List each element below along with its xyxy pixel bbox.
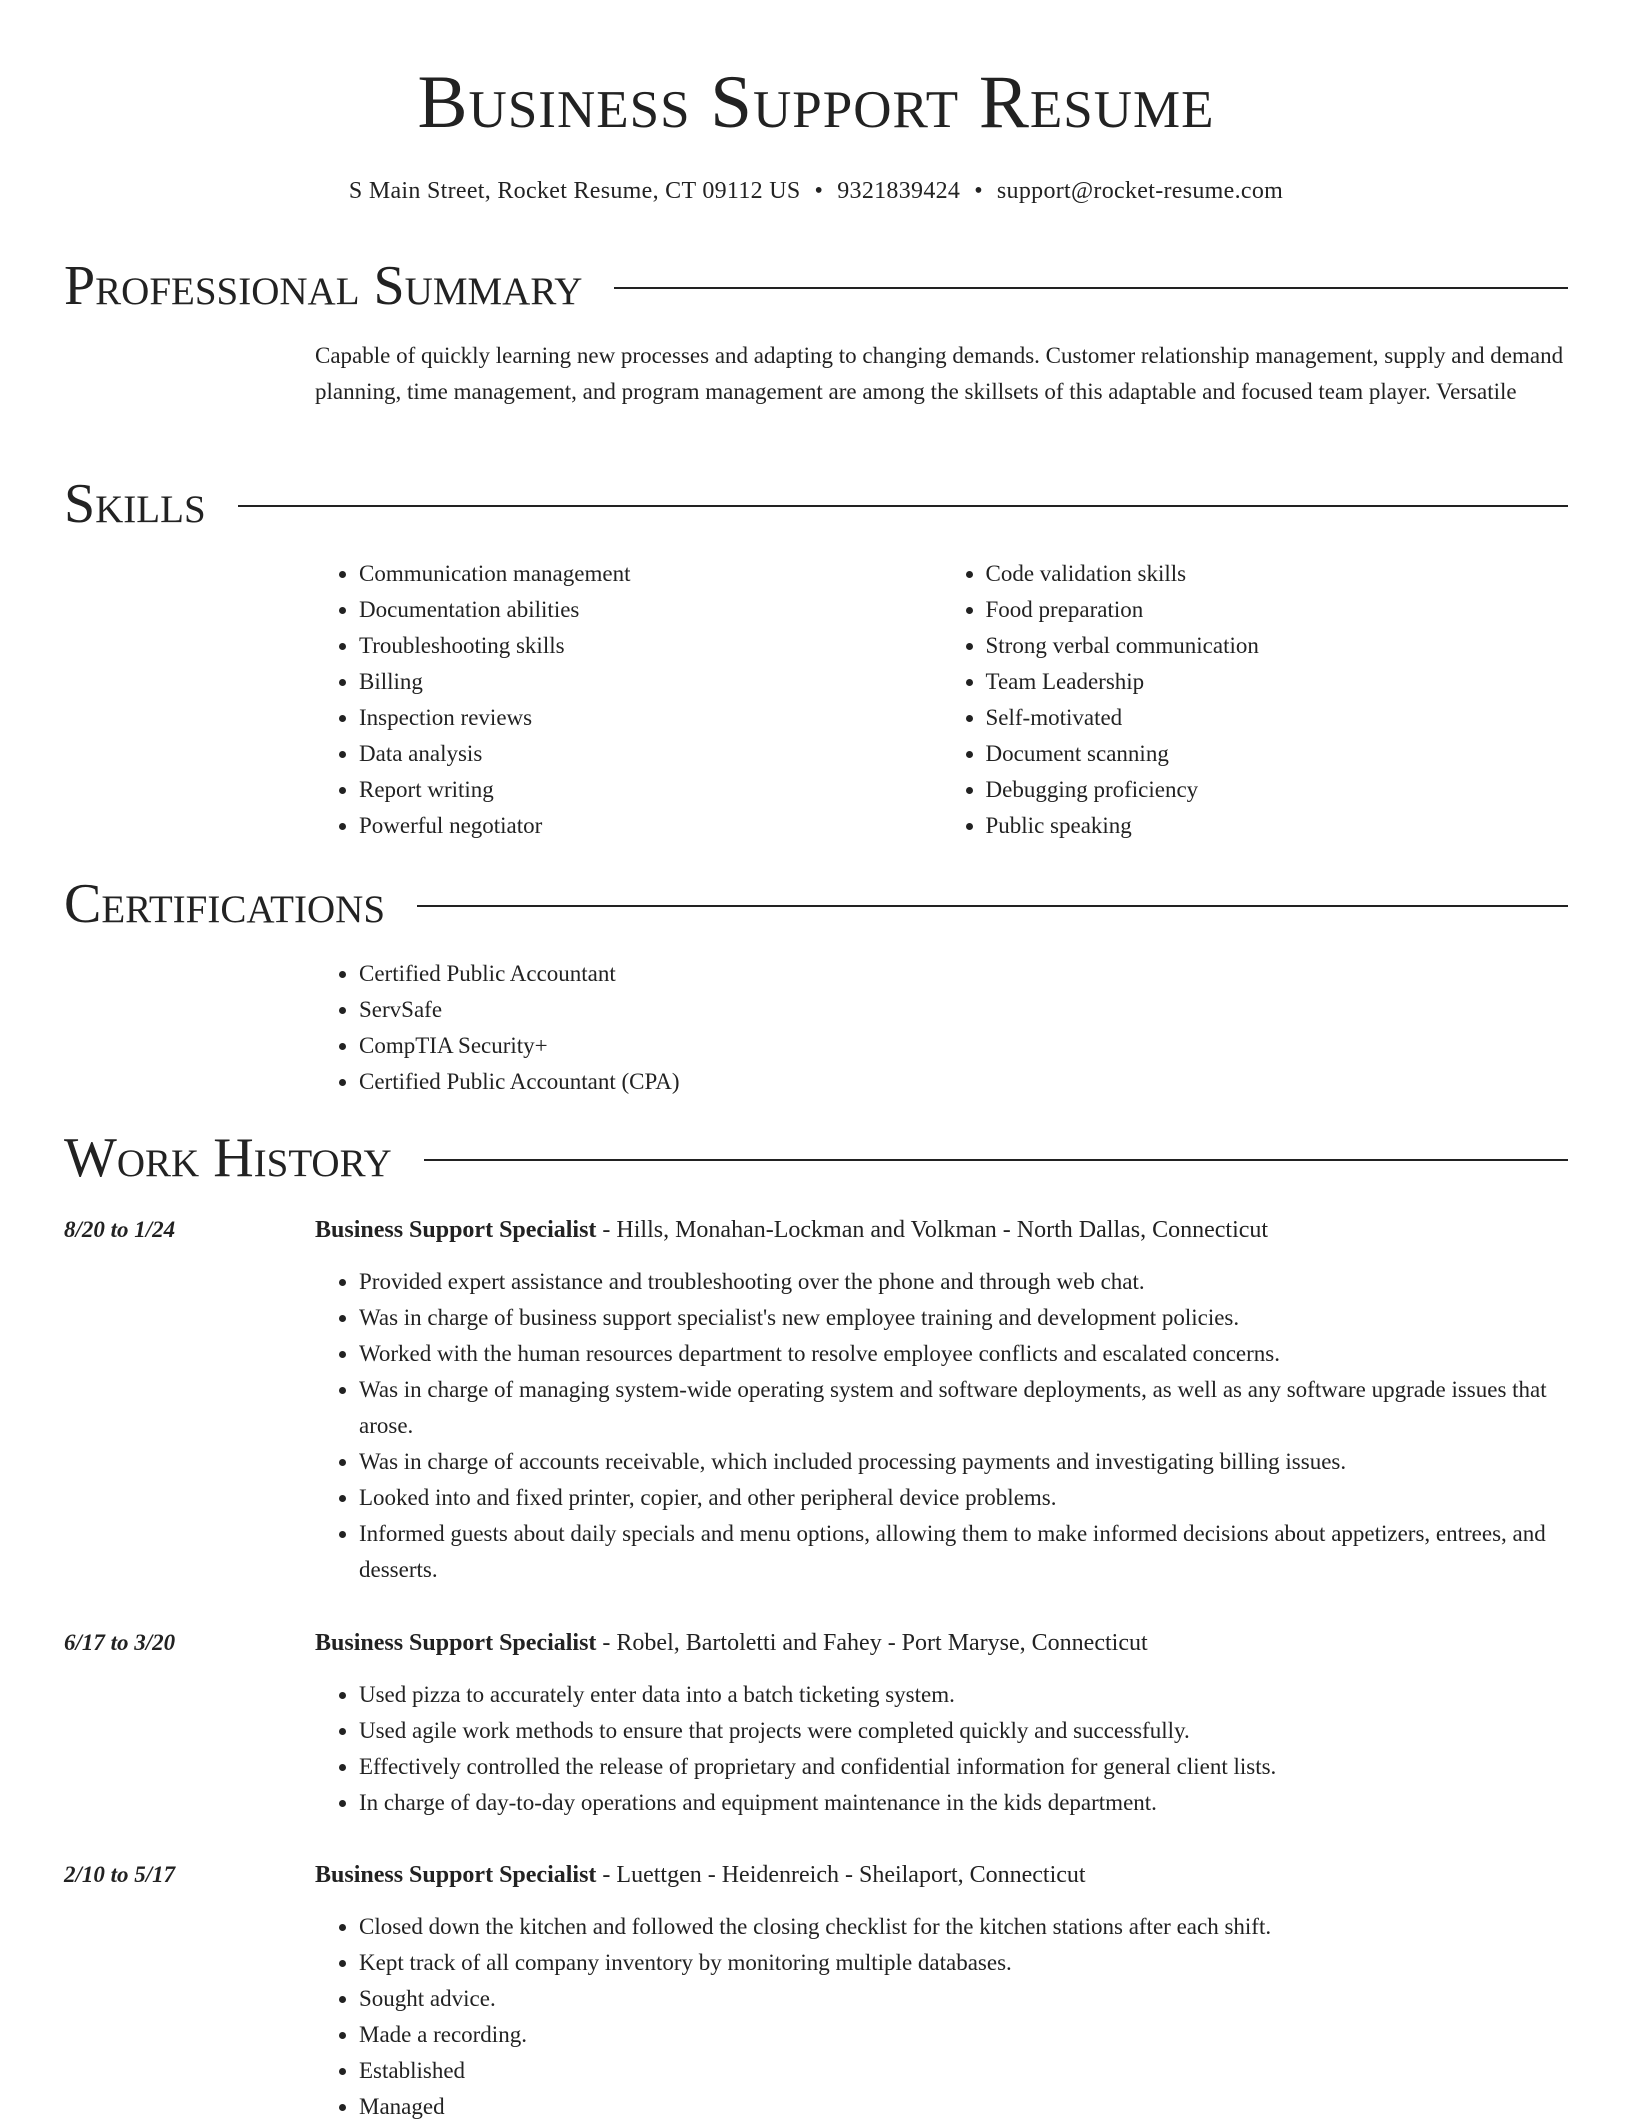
job-dates: 2/10 to 5/17 <box>64 1862 176 1887</box>
job-bullet: • Sought advice. <box>359 1981 1568 2017</box>
job-heading <box>315 1857 1568 1893</box>
job-bullet: • Established <box>359 2053 1568 2089</box>
job-bullet: • Kept track of all company inventory by monitoring multiple databases. <box>359 1945 1568 1981</box>
section-divider <box>417 905 1568 907</box>
job-bullets <box>315 1909 1568 2125</box>
section-divider <box>614 287 1568 289</box>
skill-item: • Strong verbal communication <box>986 628 1569 664</box>
job-bullet: • Closed down the kitchen and followed the closing checklist for the kitchen stations after each shift. <box>359 1909 1568 1945</box>
skill-item: • Code validation skills <box>986 556 1569 592</box>
certifications-heading: Certifications <box>64 873 386 935</box>
job-bullet: • Worked with the human resources department to resolve employee conflicts and escalated concerns. <box>359 1336 1568 1372</box>
job-heading <box>315 1212 1568 1248</box>
job-employer: - Hills, Monahan-Lockman and Volkman - North Dallas, Connecticut <box>596 1217 1269 1243</box>
certification-item: • ServSafe <box>359 992 1568 1028</box>
skill-item: • Inspection reviews <box>359 700 942 736</box>
contact-email: support@rocket-resume.com <box>996 178 1284 204</box>
skills-section-header <box>64 472 1568 536</box>
skill-item: • Food preparation <box>986 592 1569 628</box>
skill-item: • Public speaking <box>986 808 1569 844</box>
job-bullet: • Effectively controlled the release of proprietary and confidential information for general client lists. <box>359 1749 1568 1785</box>
job-bullets <box>315 1677 1568 1821</box>
skills-column-right <box>942 556 1569 844</box>
section-divider <box>238 505 1568 507</box>
skill-item: • Powerful negotiator <box>359 808 942 844</box>
contact-address: S Main Street, Rocket Resume, CT 09112 US <box>348 178 801 204</box>
job-bullet: • Provided expert assistance and troubleshooting over the phone and through web chat. <box>359 1264 1568 1300</box>
skill-item: • Debugging proficiency <box>986 772 1569 808</box>
certification-item: • Certified Public Accountant <box>359 956 1568 992</box>
job-bullet: • Was in charge of managing system-wide operating system and software deployments, as well as any software upgrade issues that arose. <box>359 1372 1568 1444</box>
skills-heading: Skills <box>64 473 206 535</box>
job-bullet: • Made a recording. <box>359 2017 1568 2053</box>
certifications-list <box>315 956 1568 1100</box>
job-bullet: • Was in charge of business support specialist's new employee training and development policies. <box>359 1300 1568 1336</box>
skill-item: • Team Leadership <box>986 664 1569 700</box>
job-bullet: • Looked into and fixed printer, copier, and other peripheral device problems. <box>359 1480 1568 1516</box>
summary-section-header <box>64 254 1568 318</box>
job-bullets <box>315 1264 1568 1588</box>
certification-item: • CompTIA Security+ <box>359 1028 1568 1064</box>
contact-line <box>64 174 1568 208</box>
job-heading <box>315 1625 1568 1661</box>
skill-item: • Data analysis <box>359 736 942 772</box>
job-bullet: • Used agile work methods to ensure that projects were completed quickly and successfully. <box>359 1713 1568 1749</box>
certification-item: • Certified Public Accountant (CPA) <box>359 1064 1568 1100</box>
job-bullet: • Was in charge of accounts receivable, which included processing payments and investigating billing issues. <box>359 1444 1568 1480</box>
skill-item: • Communication management <box>359 556 942 592</box>
job-bullet: • In charge of day-to-day operations and equipment maintenance in the kids department. <box>359 1785 1568 1821</box>
job-employer: - Robel, Bartoletti and Fahey - Port Maryse, Connecticut <box>596 1630 1148 1656</box>
job-title: Business Support Specialist <box>315 1862 597 1888</box>
job-dates: 8/20 to 1/24 <box>64 1217 176 1242</box>
work-history-heading: Work History <box>64 1127 392 1189</box>
job-bullet: • Used pizza to accurately enter data into a batch ticketing system. <box>359 1677 1568 1713</box>
resume-title: Business Support Resume <box>417 61 1215 144</box>
summary-text: Capable of quickly learning new processes and adapting to changing demands. Customer relationship management, supply and demand planning, time management, and program management are among the skillsets of this adaptable and focused team player. Versatile <box>315 343 1564 404</box>
skills-list <box>315 556 1568 844</box>
skill-item: • Troubleshooting skills <box>359 628 942 664</box>
summary-body <box>315 338 1568 410</box>
job-title: Business Support Specialist <box>315 1217 597 1243</box>
certifications-section-header <box>64 872 1568 936</box>
skill-item: • Report writing <box>359 772 942 808</box>
contact-separator: • <box>974 178 983 204</box>
skill-item: • Self-motivated <box>986 700 1569 736</box>
skills-column-left <box>315 556 942 844</box>
summary-heading: Professional Summary <box>64 255 583 317</box>
job-bullet: • Informed guests about daily specials and menu options, allowing them to make informed decisions about appetizers, entrees, and desserts. <box>359 1516 1568 1588</box>
contact-separator: • <box>814 178 824 204</box>
job-title: Business Support Specialist <box>315 1630 597 1656</box>
section-divider <box>424 1159 1568 1161</box>
skill-item: • Document scanning <box>986 736 1569 772</box>
job-employer: - Luettgen - Heidenreich - Sheilaport, Connecticut <box>596 1862 1086 1888</box>
work-history-section-header <box>64 1126 1568 1190</box>
job-dates: 6/17 to 3/20 <box>64 1630 176 1655</box>
skill-item: • Documentation abilities <box>359 592 942 628</box>
skill-item: • Billing <box>359 664 942 700</box>
job-bullet: • Managed <box>359 2089 1568 2125</box>
contact-phone: 9321839424 <box>837 178 961 204</box>
certifications-items <box>315 956 1568 1100</box>
